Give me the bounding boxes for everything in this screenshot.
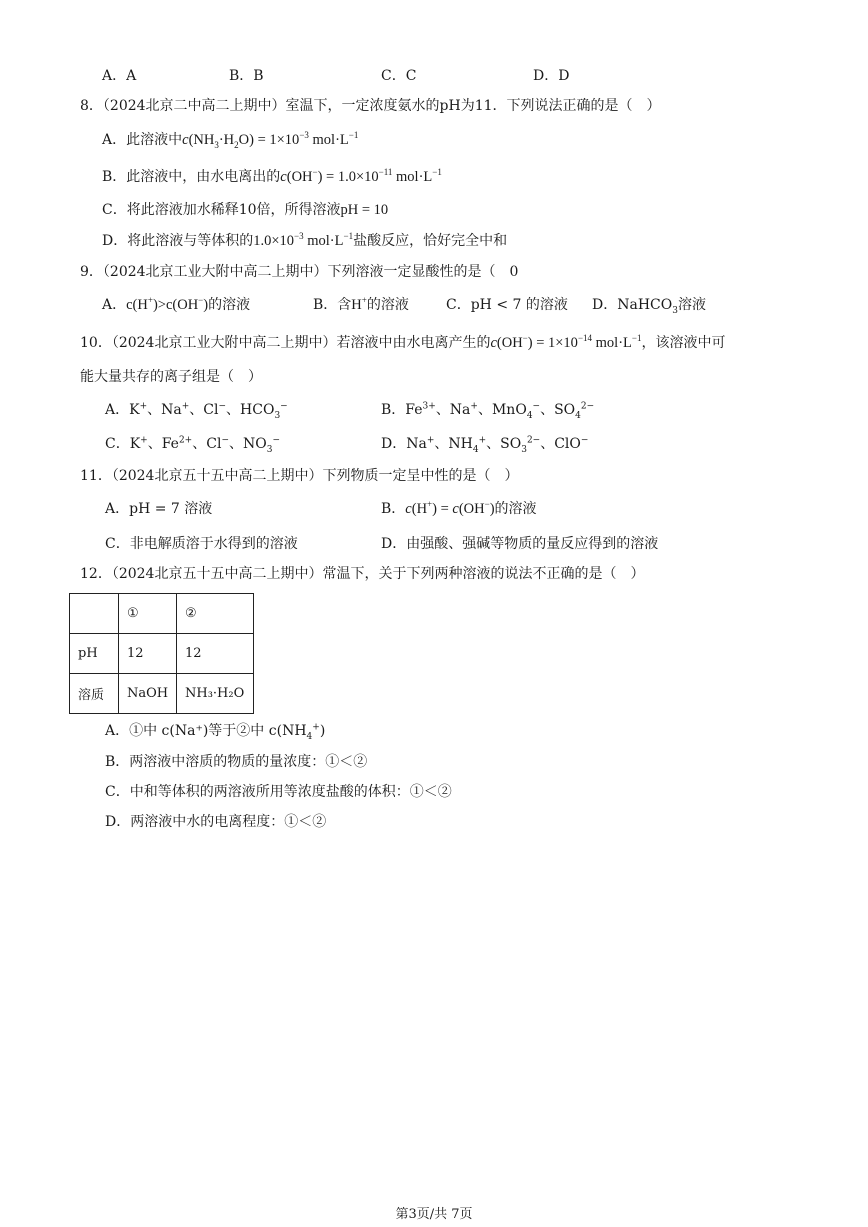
q12-option-d: D．两溶液中水的电离程度：①＜② xyxy=(105,814,327,830)
q12-option-a: A．①中 c(Na⁺)等于②中 $c(NH_4^+)$ xyxy=(105,722,326,742)
q10-stem-line2: 能大量共存的离子组是（ ） xyxy=(80,369,262,385)
table-cell: 溶质 xyxy=(70,674,119,714)
table-cell xyxy=(70,594,119,634)
prev-option-a: A．A xyxy=(102,68,137,84)
q12-table xyxy=(69,593,254,714)
q8-option-c: C．将此溶液加水稀释10倍，所得溶液pH = 10 xyxy=(102,202,389,218)
table-cell: ② xyxy=(177,594,254,634)
q11-option-a: A．pH = 7 溶液 xyxy=(105,501,213,517)
q12-option-b: B．两溶液中溶质的物质的量浓度：①＜② xyxy=(105,754,368,770)
q9-option-c: C．pH < 7 的溶液 xyxy=(446,297,568,313)
prev-option-c: C．C xyxy=(381,68,417,84)
table-row xyxy=(70,634,254,674)
q10-option-d: D．Na+、$NH_4^+$、$SO_3^{2-}$、ClO− xyxy=(381,435,589,455)
table-cell: ① xyxy=(119,594,177,634)
q11-stem: 11．（2024北京五十五中高二上期中）下列物质一定呈中性的是（ ） xyxy=(80,468,519,484)
q9-option-a: A．c(H+)>c(OH−)的溶液 xyxy=(102,295,251,313)
table-row xyxy=(70,674,254,714)
q10-stem: 10．（2024北京工业大附中高二上期中）若溶液中由水电离产生的$c(OH^-) = 1\times 10^{-14}$ $mol\cdot L^{-1}$，该溶液中可 xyxy=(80,333,726,351)
q8-option-d: D．将此溶液与等体积的$1.0\times 10^{-3}$ $mol\cdot L^{-1}$盐酸反应，恰好完全中和 xyxy=(102,231,508,249)
q8-option-b: B．此溶液中，由水电离出的$c(OH^-) = 1.0\times 10^{-11}$ $mol\cdot L^{-1}$ xyxy=(102,167,442,185)
q8-option-a: A．此溶液中$c(NH_3\cdot H_2O) = 1\times 10^{-3}$ $mol\cdot L^{-1}$ xyxy=(102,130,359,150)
q9-option-b: B．含H+的溶液 xyxy=(313,295,409,313)
q9-stem: 9．（2024北京工业大附中高二上期中）下列溶液一定显酸性的是（ 0 xyxy=(80,264,519,280)
table-cell: NaOH xyxy=(119,674,177,714)
q11-option-b: B．c(H+) = c(OH−)的溶液 xyxy=(381,499,537,517)
q10-option-b: B．$Fe^{3+}$、Na+、MnO$_4$−、$SO_4^{2-}$ xyxy=(381,401,595,421)
table-cell: 12 xyxy=(177,634,254,674)
prev-option-b: B．B xyxy=(229,68,264,84)
q9-option-d: D．NaHCO$_3$溶液 xyxy=(592,297,706,316)
q10-option-a: A．K+、Na+、Cl−、$HCO_3^-$ xyxy=(105,401,288,421)
q10-option-c: C．K+、$Fe^{2+}$、Cl−、$NO_3^-$ xyxy=(105,435,280,455)
q11-option-c: C．非电解质溶于水得到的溶液 xyxy=(105,536,298,552)
table-cell: NH₃·H₂O xyxy=(177,674,254,714)
q12-option-c: C．中和等体积的两溶液所用等浓度盐酸的体积：①＜② xyxy=(105,784,452,800)
q8-stem: 8．（2024北京二中高二上期中）室温下，一定浓度氨水的pH为11．下列说法正确的是（ ） xyxy=(80,98,661,114)
q12-stem: 12．（2024北京五十五中高二上期中）常温下，关于下列两种溶液的说法不正确的是（ ） xyxy=(80,566,645,582)
table-cell: 12 xyxy=(119,634,177,674)
q11-option-d: D．由强酸、强碱等物质的量反应得到的溶液 xyxy=(381,536,659,552)
table-cell: pH xyxy=(70,634,119,674)
page-footer: 第3页/共 7页 xyxy=(395,1207,473,1222)
table-row xyxy=(70,594,254,634)
prev-option-d: D．D xyxy=(533,68,570,84)
